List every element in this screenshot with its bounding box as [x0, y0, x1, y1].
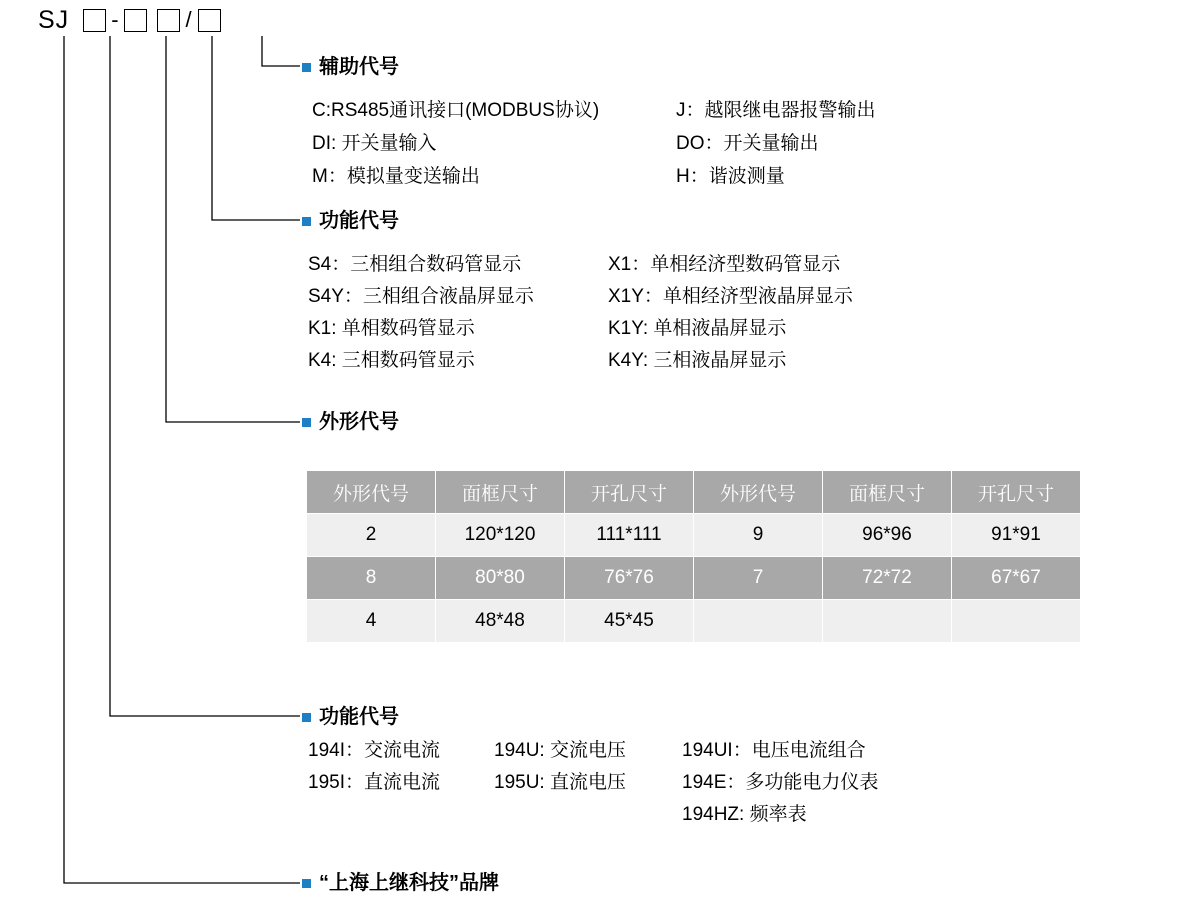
section-heading-aux — [302, 57, 399, 77]
table-cell — [952, 600, 1081, 643]
table-row — [307, 557, 1081, 600]
aux-item-2-right: H：谐波测量 — [676, 166, 785, 187]
table-header-cell: 面框尺寸 — [436, 471, 565, 514]
table-cell: 67*67 — [952, 557, 1081, 600]
functop-item-0-left: S4：三相组合数码管显示 — [308, 254, 522, 275]
aux-item-0-left: C:RS485通讯接口(MODBUS协议) — [312, 100, 600, 121]
table-header-cell: 开孔尺寸 — [565, 471, 694, 514]
table-cell: 72*72 — [823, 557, 952, 600]
model-box-1 — [83, 9, 106, 32]
model-box-4 — [198, 9, 221, 32]
table-row — [307, 514, 1081, 557]
funcbot-r1-c1: 195U: 直流电压 — [494, 772, 626, 793]
section-heading-function-top — [302, 211, 399, 231]
funcbot-r1-c2: 194E：多功能电力仪表 — [682, 772, 879, 793]
table-cell: 2 — [307, 514, 436, 557]
table-cell: 80*80 — [436, 557, 565, 600]
table-cell: 9 — [694, 514, 823, 557]
bullet-square-icon — [302, 217, 311, 226]
table-cell: 8 — [307, 557, 436, 600]
table-header-row — [307, 471, 1081, 514]
table-header-cell: 外形代号 — [694, 471, 823, 514]
table-row — [307, 600, 1081, 643]
functop-item-1-right: X1Y：单相经济型液晶屏显示 — [608, 286, 853, 307]
aux-item-1-right: DO：开关量输出 — [676, 133, 819, 154]
table-cell: 7 — [694, 557, 823, 600]
table-cell — [823, 600, 952, 643]
funcbot-r1-c0: 195I：直流电流 — [308, 772, 440, 793]
model-box-2 — [124, 9, 147, 32]
table-header-cell: 外形代号 — [307, 471, 436, 514]
model-prefix: SJ — [38, 5, 70, 34]
section-title-shape: 外形代号 — [319, 411, 399, 433]
section-heading-shape — [302, 412, 399, 432]
model-dash: - — [111, 7, 119, 32]
model-code — [38, 2, 221, 38]
section-title-aux: 辅助代号 — [319, 56, 399, 78]
table-header-cell: 面框尺寸 — [823, 471, 952, 514]
functop-item-2-left: K1: 单相数码管显示 — [308, 318, 475, 339]
table-header-cell: 开孔尺寸 — [952, 471, 1081, 514]
functop-item-2-right: K1Y: 单相液晶屏显示 — [608, 318, 787, 339]
table-cell: 91*91 — [952, 514, 1081, 557]
section-title-function-top: 功能代号 — [319, 210, 399, 232]
table-cell: 76*76 — [565, 557, 694, 600]
table-cell: 96*96 — [823, 514, 952, 557]
funcbot-r0-c0: 194I：交流电流 — [308, 740, 440, 761]
aux-item-2-left: M：模拟量变送输出 — [312, 166, 480, 187]
funcbot-r0-c1: 194U: 交流电压 — [494, 740, 626, 761]
table-cell: 120*120 — [436, 514, 565, 557]
functop-item-3-right: K4Y: 三相液晶屏显示 — [608, 350, 787, 371]
bullet-square-icon — [302, 879, 311, 888]
dimension-table — [306, 470, 1081, 643]
bullet-square-icon — [302, 63, 311, 72]
aux-item-1-left: DI: 开关量输入 — [312, 133, 437, 154]
funcbot-r2-c2: 194HZ: 频率表 — [682, 804, 807, 825]
functop-item-0-right: X1：单相经济型数码管显示 — [608, 254, 841, 275]
functop-item-3-left: K4: 三相数码管显示 — [308, 350, 475, 371]
table-cell: 45*45 — [565, 600, 694, 643]
aux-item-0-right: J：越限继电器报警输出 — [676, 100, 876, 121]
bullet-square-icon — [302, 418, 311, 427]
funcbot-r0-c2: 194UI：电压电流组合 — [682, 740, 866, 761]
bullet-square-icon — [302, 713, 311, 722]
table-cell: 111*111 — [565, 514, 694, 557]
section-title-function-bottom: 功能代号 — [319, 706, 399, 728]
model-slash: / — [185, 7, 192, 32]
section-heading-function-bottom — [302, 707, 399, 727]
section-title-brand: “上海上继科技”品牌 — [319, 872, 499, 894]
functop-item-1-left: S4Y：三相组合液晶屏显示 — [308, 286, 534, 307]
table-cell: 4 — [307, 600, 436, 643]
model-box-3 — [157, 9, 180, 32]
section-heading-brand — [302, 873, 499, 893]
table-cell: 48*48 — [436, 600, 565, 643]
table-cell — [694, 600, 823, 643]
